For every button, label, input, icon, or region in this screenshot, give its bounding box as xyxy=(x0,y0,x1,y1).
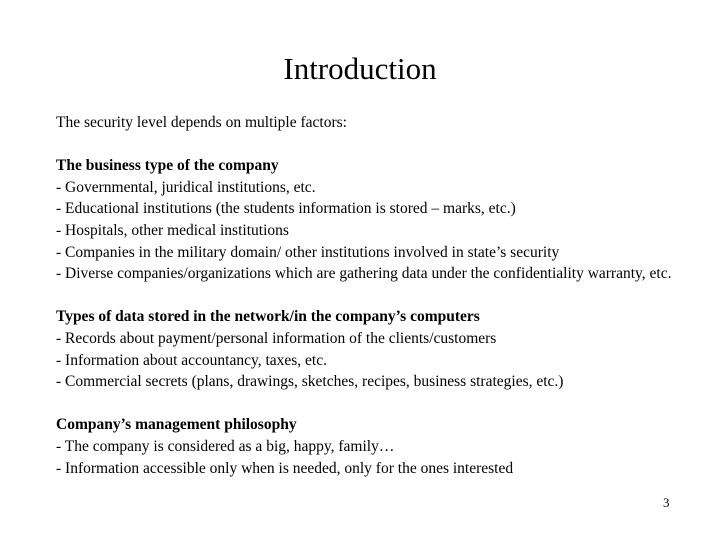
page-number: 3 xyxy=(663,495,670,510)
list-item: - Diverse companies/organizations which are gathering data under the confidentiality warranty, etc. xyxy=(56,265,672,283)
list-item: - Companies in the military domain/ other institutions involved in state’s security xyxy=(56,243,560,261)
list-item: - Information accessible only when is needed, only for the ones interested xyxy=(56,459,514,477)
section-heading: Types of data stored in the network/in the company’s computers xyxy=(56,308,480,326)
section-heading: The business type of the company xyxy=(56,157,279,175)
list-item: - Governmental, juridical institutions, etc. xyxy=(56,178,316,196)
list-item: - Hospitals, other medical institutions xyxy=(56,221,289,239)
list-item: - Commercial secrets (plans, drawings, sketches, recipes, business strategies, etc.) xyxy=(56,373,564,391)
section-list xyxy=(56,436,696,479)
section-data-types xyxy=(56,306,696,392)
section-heading: Company’s management philosophy xyxy=(56,416,297,434)
section-business-type xyxy=(56,155,696,285)
list-item: - The company is considered as a big, happy, family… xyxy=(56,437,395,455)
section-list xyxy=(56,177,696,285)
list-item: - Educational institutions (the students information is stored – marks, etc.) xyxy=(56,200,516,218)
slide-title: Introduction xyxy=(283,51,437,86)
list-item: - Records about payment/personal information of the clients/customers xyxy=(56,329,497,347)
section-management-philosophy xyxy=(56,414,696,479)
section-list xyxy=(56,328,696,393)
intro-text: The security level depends on multiple factors: xyxy=(56,114,347,131)
slide-content xyxy=(56,112,696,479)
list-item: - Information about accountancy, taxes, etc. xyxy=(56,351,327,369)
